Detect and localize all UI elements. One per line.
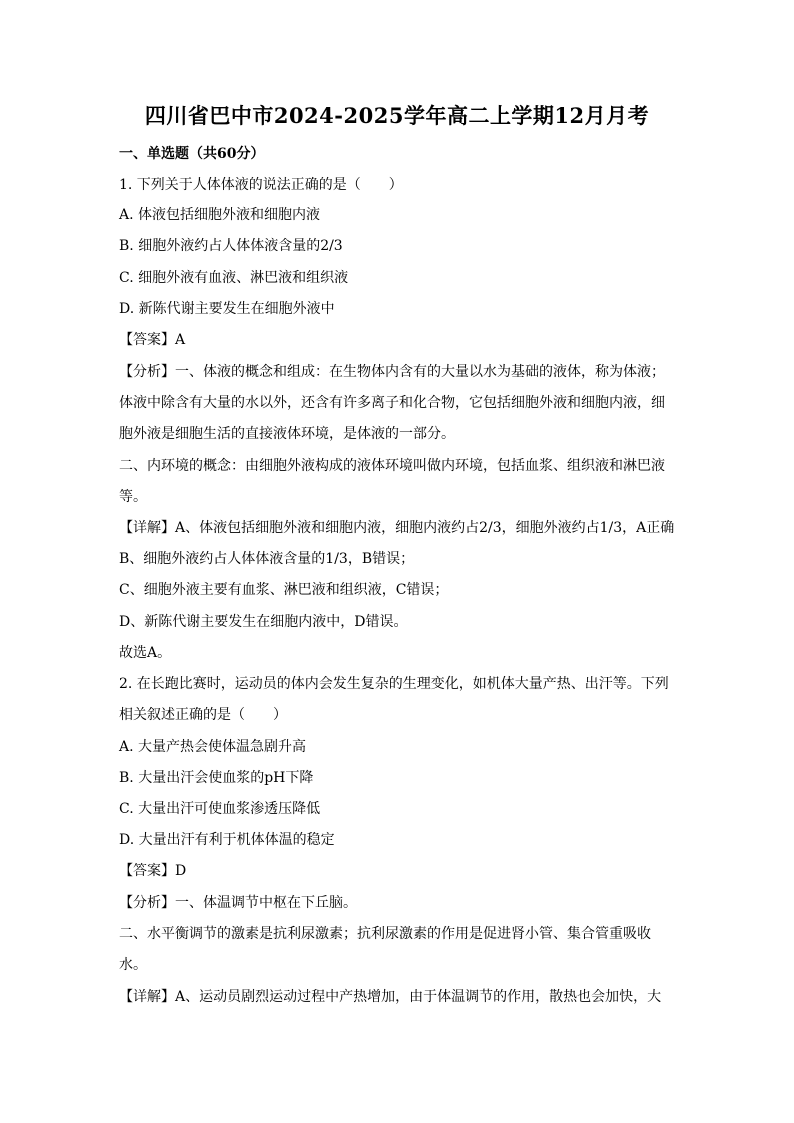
question-1-analysis-line: 【分析】一、体液的概念和组成：在生物体内含有的大量以水为基础的液体，称为体液； — [119, 364, 665, 380]
question-2-analysis-line: 水。 — [119, 957, 147, 973]
question-1-detail-line: 【详解】A、体液包括细胞外液和细胞内液，细胞内液约占2/3，细胞外液约占1/3，A正确 — [119, 520, 675, 536]
question-1-stem: 1. 下列关于人体体液的说法正确的是（ ） — [119, 177, 403, 193]
question-2-option-a: A. 大量产热会使体温急剧升高 — [119, 739, 307, 755]
question-2-option-c: C. 大量出汗可使血浆渗透压降低 — [119, 801, 321, 817]
question-1-analysis-line: 胞外液是细胞生活的直接液体环境，是体液的一部分。 — [119, 426, 455, 442]
question-2-analysis-line: 二、水平衡调节的激素是抗利尿激素；抗利尿激素的作用是促进肾小管、集合管重吸收 — [119, 926, 651, 942]
question-2-answer: 【答案】D — [119, 863, 187, 879]
question-1-detail-line: 故选A。 — [119, 645, 172, 661]
question-1-option-b: B. 细胞外液约占人体体液含量的2/3 — [119, 238, 343, 254]
question-1-answer: 【答案】A — [119, 332, 186, 348]
question-1-analysis-line: 等。 — [119, 489, 147, 505]
question-2-stem-line: 相关叙述正确的是（ ） — [119, 707, 287, 723]
question-2-option-d: D. 大量出汗有利于机体体温的稳定 — [119, 832, 335, 848]
section-header: 一、单选题（共60分） — [119, 146, 265, 162]
question-1-analysis-line: 二、内环境的概念：由细胞外液构成的液体环境叫做内环境，包括血浆、组织液和淋巴液 — [119, 458, 665, 474]
question-2-detail-line: 【详解】A、运动员剧烈运动过程中产热增加，由于体温调节的作用，散热也会加快，大 — [119, 989, 662, 1005]
question-1-detail-line: C、细胞外液主要有血浆、淋巴液和组织液，C错误； — [119, 582, 449, 598]
question-1-option-d: D. 新陈代谢主要发生在细胞外液中 — [119, 301, 335, 317]
question-1-analysis-line: 体液中除含有大量的水以外，还含有许多离子和化合物，它包括细胞外液和细胞内液，细 — [119, 395, 665, 411]
question-2-stem-line: 2. 在长跑比赛时，运动员的体内会发生复杂的生理变化，如机体大量产热、出汗等。下列 — [119, 676, 669, 692]
question-1-detail-line: D、新陈代谢主要发生在细胞内液中，D错误。 — [119, 614, 408, 630]
question-2-analysis-line: 【分析】一、体温调节中枢在下丘脑。 — [119, 895, 357, 911]
question-2-option-b: B. 大量出汗会使血浆的pH下降 — [119, 770, 314, 786]
question-1-detail-line: B、细胞外液约占人体体液含量的1/3，B错误； — [119, 551, 415, 567]
question-1-option-a: A. 体液包括细胞外液和细胞内液 — [119, 207, 321, 223]
exam-title: 四川省巴中市2024-2025学年高二上学期12月月考 — [144, 103, 650, 128]
question-1-option-c: C. 细胞外液有血液、淋巴液和组织液 — [119, 270, 349, 286]
